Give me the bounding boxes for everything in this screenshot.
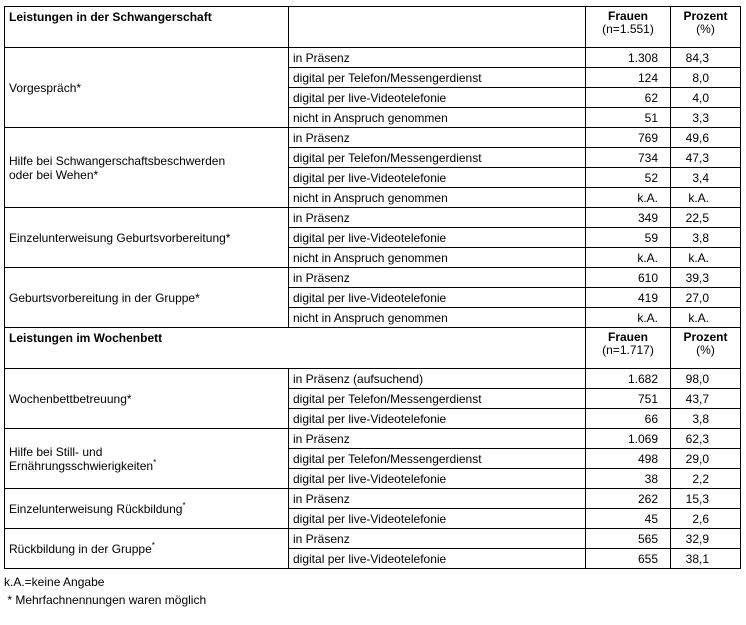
- category-cell: Wochenbettbetreuung*: [5, 369, 289, 429]
- type-cell: digital per live-Videotelefonie: [289, 88, 586, 108]
- frauen-cell: 349: [586, 208, 671, 228]
- percent-unit-label: (%): [696, 343, 715, 357]
- prozent-cell: 39,3: [671, 268, 741, 288]
- frauen-header-label: Frauen: [607, 330, 648, 344]
- category-cell: [5, 429, 289, 489]
- prozent-cell: 2,6: [671, 509, 741, 529]
- section-header-row: [5, 7, 741, 48]
- prozent-cell: k.A.: [671, 248, 741, 268]
- frauen-cell: 734: [586, 148, 671, 168]
- frauen-cell: 419: [586, 288, 671, 308]
- frauen-cell: 124: [586, 68, 671, 88]
- type-cell: digital per live-Videotelefonie: [289, 509, 586, 529]
- frauen-cell: 1.308: [586, 48, 671, 68]
- frauen-cell: k.A.: [586, 248, 671, 268]
- prozent-cell: 49,6: [671, 128, 741, 148]
- prozent-cell: k.A.: [671, 188, 741, 208]
- type-cell: in Präsenz: [289, 489, 586, 509]
- footnote-ka: k.A.=keine Angabe: [4, 575, 105, 589]
- prozent-cell: 3,3: [671, 108, 741, 128]
- type-cell: digital per Telefon/Messengerdienst: [289, 148, 586, 168]
- prozent-cell: 3,8: [671, 228, 741, 248]
- prozent-cell: 43,7: [671, 389, 741, 409]
- prozent-cell: 15,3: [671, 489, 741, 509]
- prozent-cell: 27,0: [671, 288, 741, 308]
- frauen-cell: 655: [586, 549, 671, 569]
- frauen-cell: 498: [586, 449, 671, 469]
- type-cell: digital per Telefon/Messengerdienst: [289, 389, 586, 409]
- prozent-header-label: Prozent: [683, 330, 728, 344]
- prozent-cell: 22,5: [671, 208, 741, 228]
- prozent-cell: 32,9: [671, 529, 741, 549]
- category-cell: [5, 489, 289, 529]
- prozent-cell: 3,8: [671, 409, 741, 429]
- section-title: Leistungen im Wochenbett: [5, 328, 586, 369]
- prozent-cell: 98,0: [671, 369, 741, 389]
- services-table: [4, 6, 741, 569]
- category-label-line2: oder bei Wehen*: [9, 167, 99, 182]
- type-cell: in Präsenz: [289, 128, 586, 148]
- frauen-header-label: Frauen: [607, 9, 648, 23]
- type-cell: in Präsenz: [289, 268, 586, 288]
- table-row: [5, 429, 741, 449]
- frauen-cell: 51: [586, 108, 671, 128]
- frauen-cell: 52: [586, 168, 671, 188]
- table-row: [5, 369, 741, 389]
- prozent-column-header: [671, 7, 741, 48]
- type-cell: digital per live-Videotelefonie: [289, 469, 586, 489]
- frauen-cell: 59: [586, 228, 671, 248]
- type-cell: digital per live-Videotelefonie: [289, 409, 586, 429]
- footnote-marker: *: [182, 500, 186, 510]
- type-cell: nicht in Anspruch genommen: [289, 188, 586, 208]
- percent-unit-label: (%): [696, 22, 715, 36]
- table-row: [5, 128, 741, 148]
- frauen-cell: k.A.: [586, 308, 671, 328]
- type-cell: digital per Telefon/Messengerdienst: [289, 68, 586, 88]
- type-cell: nicht in Anspruch genommen: [289, 108, 586, 128]
- type-cell: in Präsenz: [289, 429, 586, 449]
- frauen-cell: 45: [586, 509, 671, 529]
- type-cell: digital per live-Videotelefonie: [289, 549, 586, 569]
- prozent-cell: 84,3: [671, 48, 741, 68]
- type-cell: nicht in Anspruch genommen: [289, 308, 586, 328]
- frauen-cell: 565: [586, 529, 671, 549]
- frauen-cell: 38: [586, 469, 671, 489]
- prozent-header-label: Prozent: [683, 9, 728, 23]
- sample-size-label: (n=1.551): [602, 22, 654, 36]
- frauen-cell: 66: [586, 409, 671, 429]
- frauen-cell: 610: [586, 268, 671, 288]
- type-cell: in Präsenz: [289, 529, 586, 549]
- prozent-cell: 8,0: [671, 68, 741, 88]
- type-cell: digital per live-Videotelefonie: [289, 228, 586, 248]
- prozent-cell: 47,3: [671, 148, 741, 168]
- category-label: Einzelunterweisung Rückbildung: [9, 501, 183, 516]
- prozent-cell: k.A.: [671, 308, 741, 328]
- type-cell: in Präsenz: [289, 208, 586, 228]
- table-row: [5, 208, 741, 228]
- prozent-cell: 29,0: [671, 449, 741, 469]
- table-row: [5, 268, 741, 288]
- category-label-line2: Ernährungsschwierigkeiten: [9, 458, 154, 473]
- table-row: [5, 489, 741, 509]
- prozent-cell: 3,4: [671, 168, 741, 188]
- section-title: Leistungen in der Schwangerschaft: [5, 7, 289, 48]
- frauen-cell: 1.682: [586, 369, 671, 389]
- category-label-line1: Hilfe bei Schwangerschaftsbeschwerden: [9, 153, 226, 168]
- prozent-cell: 38,1: [671, 549, 741, 569]
- table-row: [5, 48, 741, 68]
- frauen-cell: k.A.: [586, 188, 671, 208]
- prozent-cell: 4,0: [671, 88, 741, 108]
- section-header-row: [5, 328, 741, 369]
- prozent-cell: 2,2: [671, 469, 741, 489]
- category-cell: Geburtsvorbereitung in der Gruppe*: [5, 268, 289, 328]
- frauen-cell: 769: [586, 128, 671, 148]
- sample-size-label: (n=1.717): [602, 343, 654, 357]
- category-cell: Einzelunterweisung Geburtsvorbereitung*: [5, 208, 289, 268]
- frauen-cell: 1.069: [586, 429, 671, 449]
- category-cell: [5, 128, 289, 208]
- frauen-cell: 751: [586, 389, 671, 409]
- frauen-column-header: [586, 7, 671, 48]
- category-cell: Vorgespräch*: [5, 48, 289, 128]
- frauen-cell: 262: [586, 489, 671, 509]
- type-cell: digital per live-Videotelefonie: [289, 168, 586, 188]
- prozent-column-header: [671, 328, 741, 369]
- prozent-cell: 62,3: [671, 429, 741, 449]
- type-cell: in Präsenz: [289, 48, 586, 68]
- empty-header-cell: [289, 7, 586, 48]
- type-cell: in Präsenz (aufsuchend): [289, 369, 586, 389]
- footnote-marker: *: [151, 540, 155, 550]
- type-cell: digital per live-Videotelefonie: [289, 288, 586, 308]
- type-cell: digital per Telefon/Messengerdienst: [289, 449, 586, 469]
- category-label-line1: Hilfe bei Still- und: [9, 444, 103, 459]
- footnote-marker: *: [153, 457, 157, 467]
- frauen-column-header: [586, 328, 671, 369]
- table-row: [5, 529, 741, 549]
- category-cell: [5, 529, 289, 569]
- type-cell: nicht in Anspruch genommen: [289, 248, 586, 268]
- category-label: Rückbildung in der Gruppe: [9, 541, 152, 556]
- frauen-cell: 62: [586, 88, 671, 108]
- footnote-multiple-answers: * Mehrfachnennungen waren möglich: [4, 593, 207, 607]
